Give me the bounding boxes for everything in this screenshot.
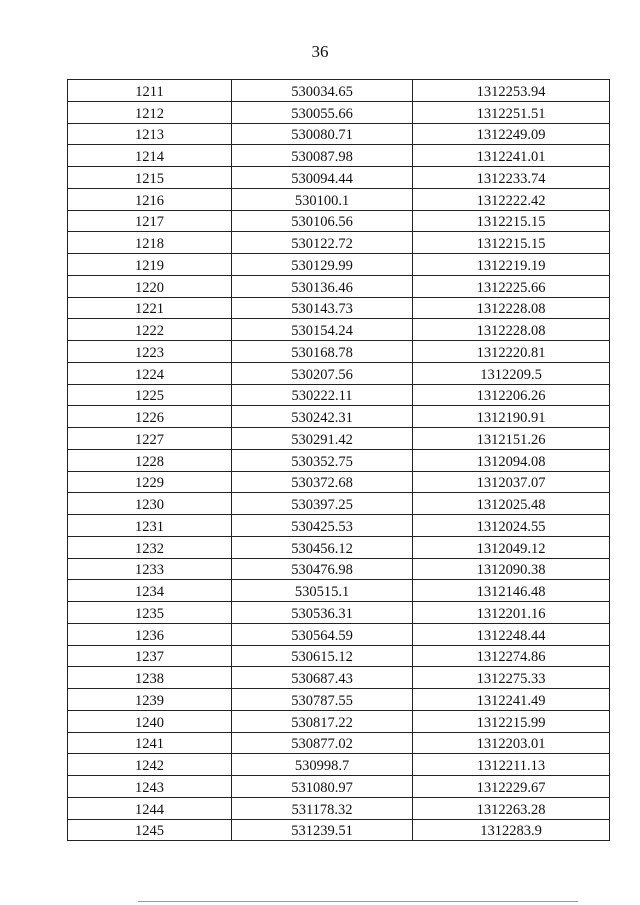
y-coordinate-cell: 1312201.16 bbox=[413, 602, 610, 624]
x-coordinate-cell: 530291.42 bbox=[232, 428, 413, 450]
x-coordinate-cell: 530242.31 bbox=[232, 406, 413, 428]
point-number-cell: 1236 bbox=[68, 623, 232, 645]
y-coordinate-cell: 1312229.67 bbox=[413, 776, 610, 798]
x-coordinate-cell: 530136.46 bbox=[232, 275, 413, 297]
x-coordinate-cell: 530352.75 bbox=[232, 449, 413, 471]
x-coordinate-cell: 531080.97 bbox=[232, 776, 413, 798]
point-number-cell: 1222 bbox=[68, 319, 232, 341]
x-coordinate-cell: 530094.44 bbox=[232, 167, 413, 189]
table-row bbox=[68, 776, 610, 798]
point-number-cell: 1225 bbox=[68, 384, 232, 406]
x-coordinate-cell: 530055.66 bbox=[232, 101, 413, 123]
table-row bbox=[68, 145, 610, 167]
point-number-cell: 1241 bbox=[68, 732, 232, 754]
x-coordinate-cell: 530877.02 bbox=[232, 732, 413, 754]
table-row bbox=[68, 210, 610, 232]
point-number-cell: 1220 bbox=[68, 275, 232, 297]
y-coordinate-cell: 1312220.81 bbox=[413, 341, 610, 363]
x-coordinate-cell: 530615.12 bbox=[232, 645, 413, 667]
table-row bbox=[68, 362, 610, 384]
x-coordinate-cell: 530687.43 bbox=[232, 667, 413, 689]
table-row bbox=[68, 515, 610, 537]
point-number-cell: 1217 bbox=[68, 210, 232, 232]
x-coordinate-cell: 530397.25 bbox=[232, 493, 413, 515]
point-number-cell: 1245 bbox=[68, 819, 232, 841]
table-row bbox=[68, 667, 610, 689]
y-coordinate-cell: 1312251.51 bbox=[413, 101, 610, 123]
x-coordinate-cell: 530787.55 bbox=[232, 689, 413, 711]
point-number-cell: 1211 bbox=[68, 80, 232, 102]
y-coordinate-cell: 1312228.08 bbox=[413, 319, 610, 341]
table-row bbox=[68, 80, 610, 102]
table-row bbox=[68, 580, 610, 602]
y-coordinate-cell: 1312024.55 bbox=[413, 515, 610, 537]
y-coordinate-cell: 1312146.48 bbox=[413, 580, 610, 602]
x-coordinate-cell: 530817.22 bbox=[232, 710, 413, 732]
y-coordinate-cell: 1312253.94 bbox=[413, 80, 610, 102]
table-row bbox=[68, 754, 610, 776]
point-number-cell: 1218 bbox=[68, 232, 232, 254]
table-row bbox=[68, 406, 610, 428]
point-number-cell: 1235 bbox=[68, 602, 232, 624]
x-coordinate-cell: 530998.7 bbox=[232, 754, 413, 776]
bottom-divider bbox=[138, 901, 578, 902]
table-row bbox=[68, 275, 610, 297]
point-number-cell: 1238 bbox=[68, 667, 232, 689]
x-coordinate-cell: 530168.78 bbox=[232, 341, 413, 363]
point-number-cell: 1221 bbox=[68, 297, 232, 319]
point-number-cell: 1230 bbox=[68, 493, 232, 515]
point-number-cell: 1226 bbox=[68, 406, 232, 428]
x-coordinate-cell: 530476.98 bbox=[232, 558, 413, 580]
y-coordinate-cell: 1312206.26 bbox=[413, 384, 610, 406]
x-coordinate-cell: 530222.11 bbox=[232, 384, 413, 406]
point-number-cell: 1224 bbox=[68, 362, 232, 384]
table-row bbox=[68, 471, 610, 493]
point-number-cell: 1223 bbox=[68, 341, 232, 363]
y-coordinate-cell: 1312249.09 bbox=[413, 123, 610, 145]
y-coordinate-cell: 1312211.13 bbox=[413, 754, 610, 776]
table-row bbox=[68, 493, 610, 515]
y-coordinate-cell: 1312090.38 bbox=[413, 558, 610, 580]
point-number-cell: 1229 bbox=[68, 471, 232, 493]
x-coordinate-cell: 531178.32 bbox=[232, 797, 413, 819]
y-coordinate-cell: 1312222.42 bbox=[413, 188, 610, 210]
x-coordinate-cell: 530154.24 bbox=[232, 319, 413, 341]
y-coordinate-cell: 1312219.19 bbox=[413, 254, 610, 276]
y-coordinate-cell: 1312190.91 bbox=[413, 406, 610, 428]
point-number-cell: 1216 bbox=[68, 188, 232, 210]
point-number-cell: 1231 bbox=[68, 515, 232, 537]
table-row bbox=[68, 188, 610, 210]
point-number-cell: 1239 bbox=[68, 689, 232, 711]
y-coordinate-cell: 1312215.99 bbox=[413, 710, 610, 732]
table-row bbox=[68, 232, 610, 254]
table-row bbox=[68, 623, 610, 645]
y-coordinate-cell: 1312225.66 bbox=[413, 275, 610, 297]
x-coordinate-cell: 530456.12 bbox=[232, 536, 413, 558]
x-coordinate-cell: 530129.99 bbox=[232, 254, 413, 276]
y-coordinate-cell: 1312049.12 bbox=[413, 536, 610, 558]
point-number-cell: 1244 bbox=[68, 797, 232, 819]
point-number-cell: 1233 bbox=[68, 558, 232, 580]
y-coordinate-cell: 1312263.28 bbox=[413, 797, 610, 819]
table-row bbox=[68, 341, 610, 363]
point-number-cell: 1228 bbox=[68, 449, 232, 471]
x-coordinate-cell: 531239.51 bbox=[232, 819, 413, 841]
y-coordinate-cell: 1312241.01 bbox=[413, 145, 610, 167]
point-number-cell: 1243 bbox=[68, 776, 232, 798]
table-row bbox=[68, 319, 610, 341]
y-coordinate-cell: 1312233.74 bbox=[413, 167, 610, 189]
x-coordinate-cell: 530207.56 bbox=[232, 362, 413, 384]
table-row bbox=[68, 101, 610, 123]
point-number-cell: 1212 bbox=[68, 101, 232, 123]
page-number: 36 bbox=[311, 42, 329, 61]
point-number-cell: 1215 bbox=[68, 167, 232, 189]
table-row bbox=[68, 602, 610, 624]
table-row bbox=[68, 710, 610, 732]
y-coordinate-cell: 1312209.5 bbox=[413, 362, 610, 384]
y-coordinate-cell: 1312248.44 bbox=[413, 623, 610, 645]
table-row bbox=[68, 123, 610, 145]
x-coordinate-cell: 530122.72 bbox=[232, 232, 413, 254]
point-number-cell: 1213 bbox=[68, 123, 232, 145]
x-coordinate-cell: 530087.98 bbox=[232, 145, 413, 167]
table-row bbox=[68, 384, 610, 406]
y-coordinate-cell: 1312215.15 bbox=[413, 232, 610, 254]
x-coordinate-cell: 530536.31 bbox=[232, 602, 413, 624]
x-coordinate-cell: 530080.71 bbox=[232, 123, 413, 145]
table-row bbox=[68, 449, 610, 471]
x-coordinate-cell: 530372.68 bbox=[232, 471, 413, 493]
coordinates-table bbox=[67, 79, 610, 841]
x-coordinate-cell: 530425.53 bbox=[232, 515, 413, 537]
y-coordinate-cell: 1312228.08 bbox=[413, 297, 610, 319]
y-coordinate-cell: 1312151.26 bbox=[413, 428, 610, 450]
point-number-cell: 1219 bbox=[68, 254, 232, 276]
point-number-cell: 1240 bbox=[68, 710, 232, 732]
table-row bbox=[68, 428, 610, 450]
x-coordinate-cell: 530034.65 bbox=[232, 80, 413, 102]
x-coordinate-cell: 530515.1 bbox=[232, 580, 413, 602]
y-coordinate-cell: 1312275.33 bbox=[413, 667, 610, 689]
table-row bbox=[68, 797, 610, 819]
point-number-cell: 1242 bbox=[68, 754, 232, 776]
table-row bbox=[68, 645, 610, 667]
y-coordinate-cell: 1312283.9 bbox=[413, 819, 610, 841]
table-row bbox=[68, 536, 610, 558]
x-coordinate-cell: 530143.73 bbox=[232, 297, 413, 319]
table-row bbox=[68, 167, 610, 189]
point-number-cell: 1237 bbox=[68, 645, 232, 667]
y-coordinate-cell: 1312203.01 bbox=[413, 732, 610, 754]
y-coordinate-cell: 1312215.15 bbox=[413, 210, 610, 232]
y-coordinate-cell: 1312241.49 bbox=[413, 689, 610, 711]
x-coordinate-cell: 530564.59 bbox=[232, 623, 413, 645]
y-coordinate-cell: 1312025.48 bbox=[413, 493, 610, 515]
point-number-cell: 1234 bbox=[68, 580, 232, 602]
x-coordinate-cell: 530100.1 bbox=[232, 188, 413, 210]
point-number-cell: 1214 bbox=[68, 145, 232, 167]
table-row bbox=[68, 254, 610, 276]
x-coordinate-cell: 530106.56 bbox=[232, 210, 413, 232]
y-coordinate-cell: 1312094.08 bbox=[413, 449, 610, 471]
table-row bbox=[68, 689, 610, 711]
table-row bbox=[68, 732, 610, 754]
y-coordinate-cell: 1312274.86 bbox=[413, 645, 610, 667]
point-number-cell: 1227 bbox=[68, 428, 232, 450]
table-row bbox=[68, 297, 610, 319]
table-row bbox=[68, 558, 610, 580]
point-number-cell: 1232 bbox=[68, 536, 232, 558]
coordinates-table-body bbox=[68, 80, 610, 841]
table-row bbox=[68, 819, 610, 841]
y-coordinate-cell: 1312037.07 bbox=[413, 471, 610, 493]
